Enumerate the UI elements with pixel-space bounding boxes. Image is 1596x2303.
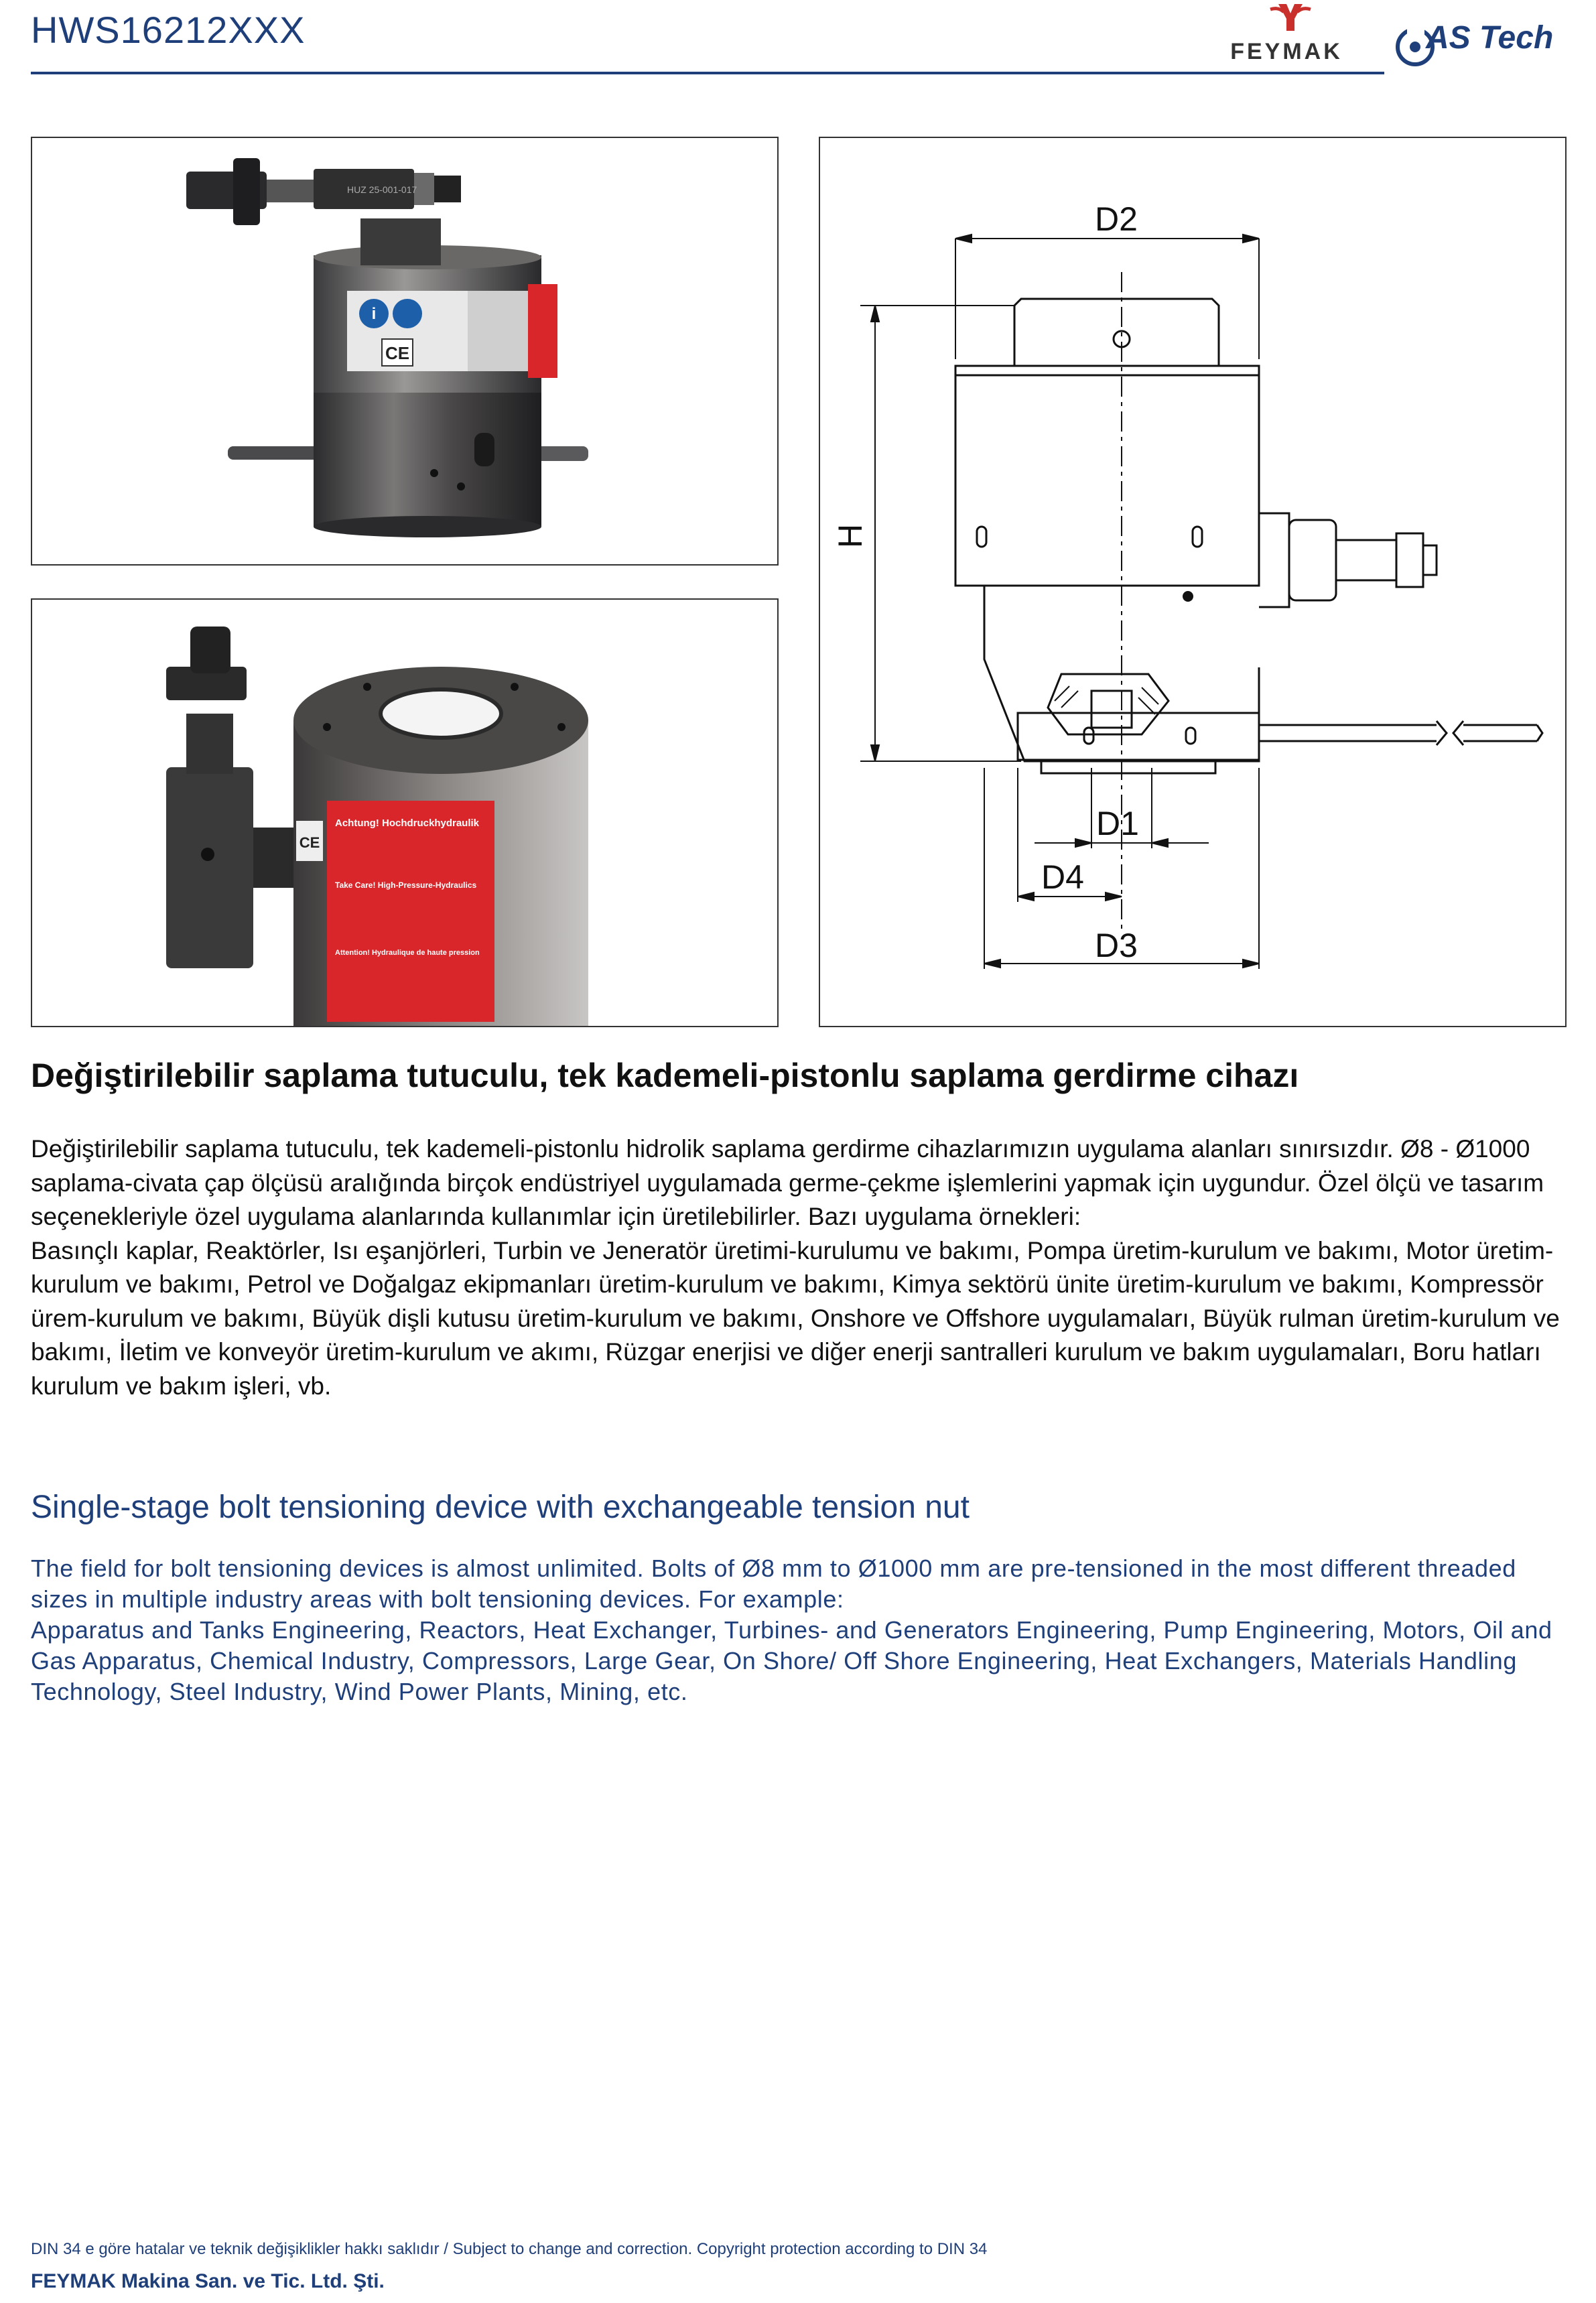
body-english-para-1: The field for bolt tensioning devices is almost unlimited. Bolts of Ø8 mm to Ø1000 mm are pre-tensioned in the most different threaded sizes in multiple industry areas with bolt tensioning devices. For example: [31,1555,1516,1613]
product-photo-top [31,137,779,566]
dim-label-d4: D4 [1041,858,1084,896]
astech-logo-text: AS Tech [1426,20,1554,56]
warning-line-en: Take Care! High-Pressure-Hydraulics [335,880,477,890]
title-english: Single-stage bolt tensioning device with exchangeable tension nut [31,1490,970,1525]
footer-note: DIN 34 e göre hatalar ve teknik değişiklikler hakkı saklıdır / Subject to change and correction. Copyright protection according to DIN 34 [31,2240,988,2258]
warning-line-de: Achtung! Hochdruckhydraulik [335,817,480,829]
feymak-logo-mark [1278,4,1303,31]
product-photo-bottom [31,598,779,1027]
ce-mark-bottom: CE [299,834,320,851]
body-english-para-2: Apparatus and Tanks Engineering, Reactors, Heat Exchanger, Turbines- and Generators Engineering, Pump Engineering, Motors, Oil and Gas Apparatus, Chemical Industry, Compressors, Large Gear, On Shore/ Off Shore Engineering, Heat Exchangers, Materials Handling Technology, Steel Industry, Wind Power Plants, Mining, etc. [31,1616,1552,1705]
body-english [31,1553,1565,1707]
svg-text:i: i [371,305,377,323]
title-turkish: Değiştirilebilir saplama tutuculu, tek kademeli-pistonlu saplama gerdirme cihazı [31,1057,1299,1094]
dim-label-d1: D1 [1096,805,1139,842]
body-turkish-para-1: Değiştirilebilir saplama tutuculu, tek kademeli-pistonlu hidrolik saplama gerdirme cihazlarımızın uygulama alanları sınırsızdır. Ø8 - Ø1000 saplama-civata çap ölçüsü aralığında birçok endüstriyel uygulamada germe-çekme işlemlerini yapmak için uygundur. Özel ölçü ve tasarım seçenekleriyle özel uygulama alanlarında kullanımlar için üretilebilirler. Bazı uygulama örnekleri: [31,1135,1544,1230]
footer-company: FEYMAK Makina San. ve Tic. Ltd. Şti. [31,2270,385,2292]
dim-label-h: H [832,523,869,548]
body-turkish [31,1132,1565,1403]
header-divider [31,72,1384,74]
ce-mark-top: CE [385,343,410,363]
body-turkish-para-2: Basınçlı kaplar, Reaktörler, Isı eşanjörleri, Turbin ve Jeneratör üretimi-kurulumu ve bakımı, Pompa üretim-kurulum ve bakımı, Motor üretim-kurulum ve bakımı, Petrol ve Doğalgaz ekipmanları üretim-kurulum ve bakımı, Kimya sektörü ünite üretim-kurulum ve bakımı, Kompressör ürem-kurulum ve bakımı, Büyük dişli kutusu üretim-kurulum ve bakımı, Onshore ve Offshore uygulamaları, Büyük rulman üretim-kurulum ve bakımı, İletim ve konveyör üretim-kurulum ve akımı, Rüzgar enerjisi ve diğer enerji santralleri kurulum ve bakım uygulamaları, Boru hatları kurulum ve bakım işleri, vb. [31,1236,1560,1400]
dim-label-d2: D2 [1095,200,1138,238]
astech-logo [1387,8,1581,75]
technical-drawing [819,137,1567,1027]
warning-line-fr: Attention! Hydraulique de haute pression [335,949,480,957]
document-code: HWS16212XXX [31,9,306,51]
feymak-logo-text: FEYMAK [1230,39,1343,64]
feymak-logo [1219,0,1353,67]
valve-label: HUZ 25-001-017 [347,184,417,195]
dim-label-d3: D3 [1095,927,1138,964]
